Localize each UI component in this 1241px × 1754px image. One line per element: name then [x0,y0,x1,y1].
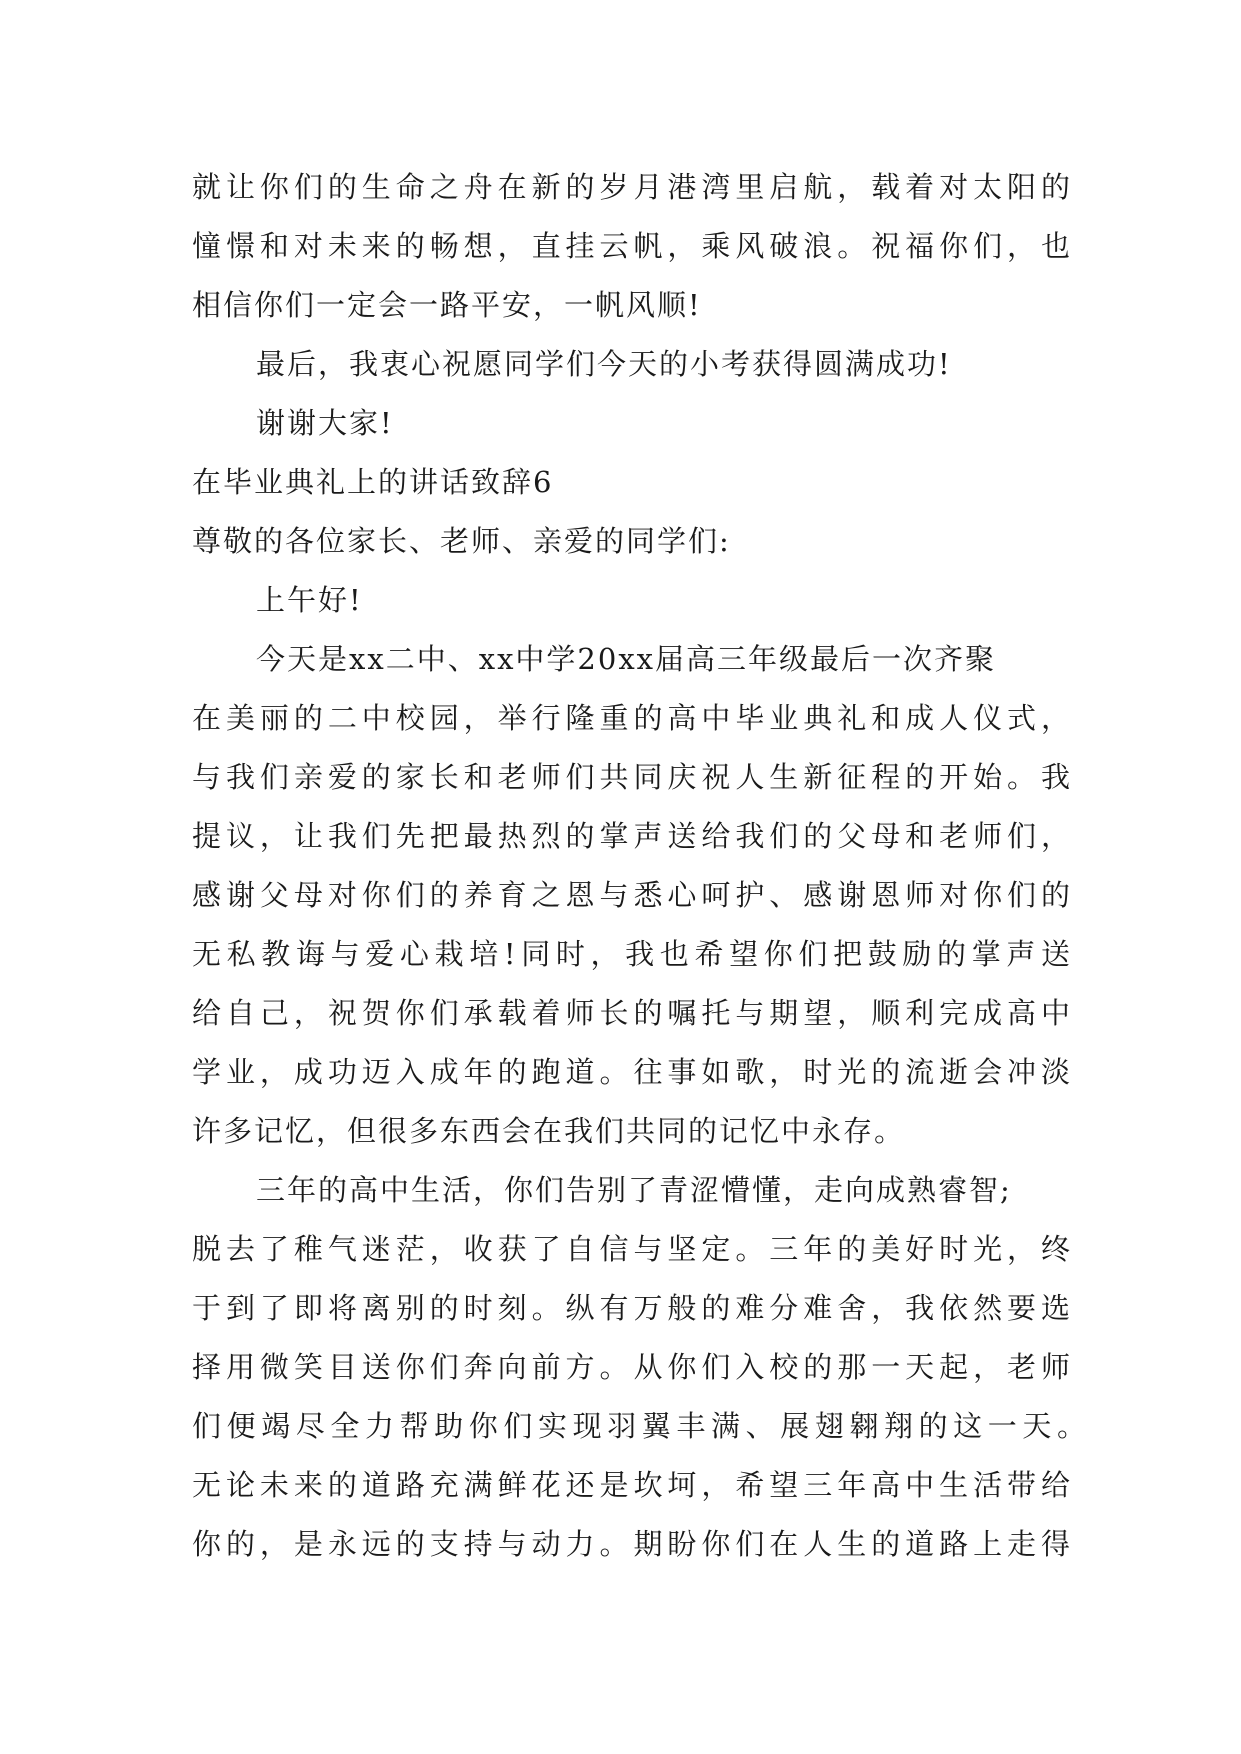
salutation: 尊敬的各位家长、老师、亲爱的同学们: [192,524,731,558]
text-line: 三年的高中生活，你们告别了青涩懵懂，走向成熟睿智; [256,1173,1012,1207]
text-line: 憧憬和对未来的畅想，直挂云帆，乘风破浪。祝福你们，也 [192,229,1072,263]
text-line: 谢谢大家! [256,406,394,440]
text-line: 学业，成功迈入成年的跑道。往事如歌，时光的流逝会冲淡 [192,1055,1072,1089]
text-line: 与我们亲爱的家长和老师们共同庆祝人生新征程的开始。我 [192,760,1072,794]
text-line: 提议，让我们先把最热烈的掌声送给我们的父母和老师们， [192,819,1072,853]
text-line: 就让你们的生命之舟在新的岁月港湾里启航，载着对太阳的 [192,170,1072,204]
text-line: 你的，是永远的支持与动力。期盼你们在人生的道路上走得 [192,1527,1072,1561]
text-line: 给自己，祝贺你们承载着师长的嘱托与期望，顺利完成高中 [192,996,1072,1030]
text-line: 于到了即将离别的时刻。纵有万般的难分难舍，我依然要选 [192,1291,1072,1325]
text-line: 择用微笑目送你们奔向前方。从你们入校的那一天起，老师 [192,1350,1072,1384]
text-line: 许多记忆，但很多东西会在我们共同的记忆中永存。 [192,1114,906,1148]
text-line: 无论未来的道路充满鲜花还是坎坷，希望三年高中生活带给 [192,1468,1072,1502]
text-line: 无私教诲与爱心栽培!同时，我也希望你们把鼓励的掌声送 [192,937,1072,971]
text-line: 今天是xx二中、xx中学20xx届高三年级最后一次齐聚 [256,642,997,676]
text-line: 感谢父母对你们的养育之恩与悉心呵护、感谢恩师对你们的 [192,878,1072,912]
text-line: 脱去了稚气迷茫，收获了自信与坚定。三年的美好时光，终 [192,1232,1072,1266]
section-heading: 在毕业典礼上的讲话致辞6 [192,465,554,499]
text-line: 相信你们一定会一路平安，一帆风顺! [192,288,702,322]
text-line: 最后，我衷心祝愿同学们今天的小考获得圆满成功! [256,347,952,381]
greeting: 上午好! [256,583,363,617]
text-line: 们便竭尽全力帮助你们实现羽翼丰满、展翅翱翔的这一天。 [192,1409,1088,1443]
text-line: 在美丽的二中校园，举行隆重的高中毕业典礼和成人仪式， [192,701,1072,735]
document-body [192,158,1088,1574]
